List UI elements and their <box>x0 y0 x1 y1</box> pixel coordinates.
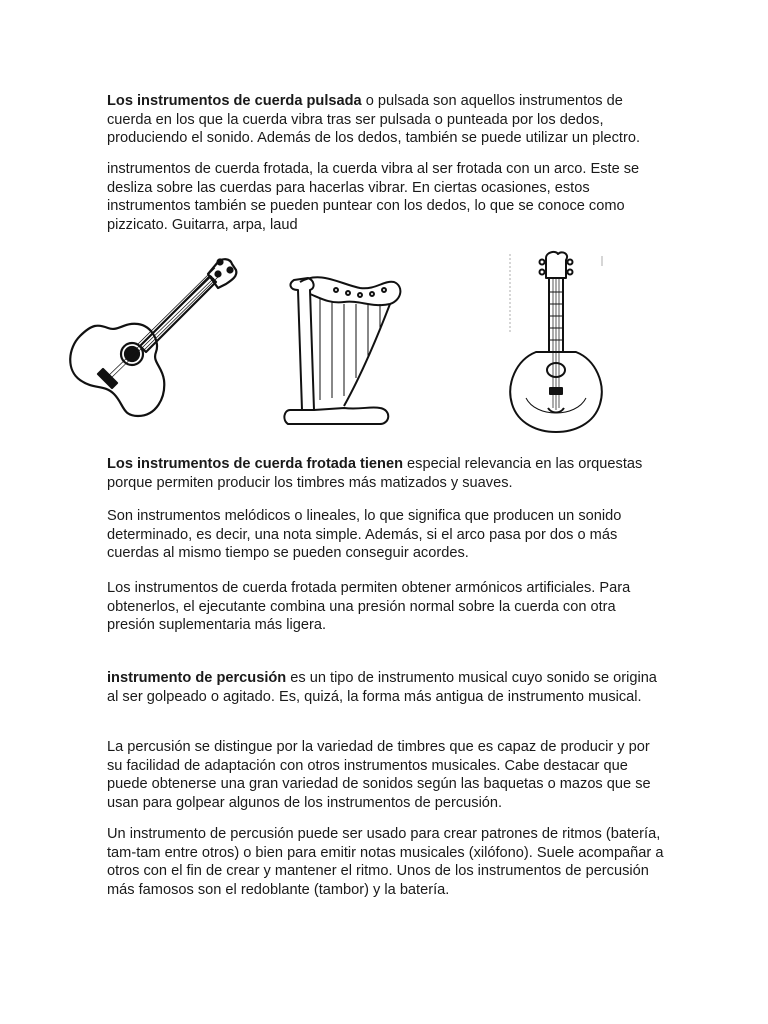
paragraph-bold-lead: Los instrumentos de cuerda pulsada <box>107 93 362 109</box>
guitar-icon <box>60 248 240 438</box>
paragraph-text: La percusión se distingue por la variedad de timbres que es capaz de producir y por su facilidad de adaptación con otros instrumentos musicales. Cabe destacar que puede obtenerse una gran variedad de sonidos según las baquetas o mazos que se usan para golpear algunos de los instrumentos de percusión. <box>107 739 651 811</box>
paragraph-bold-lead: Los instrumentos de cuerda frotada tienen <box>107 456 403 472</box>
paragraph-melodicos <box>107 507 667 563</box>
paragraph-text: Los instrumentos de cuerda frotada permiten obtener armónicos artificiales. Para obtenerlos, el ejecutante combina una presión normal sobre la cuerda con otra presión suplementaria más ligera. <box>107 580 631 634</box>
paragraph-armonicos <box>107 579 667 635</box>
paragraph-text: es un tipo de instrumento musical cuyo sonido se origina al ser golpeado o agitado. Es, quizá, la forma más antigua de instrumento musical. <box>107 670 657 705</box>
paragraph-text: instrumentos de cuerda frotada, la cuerda vibra al ser frotada con un arco. Este se desliza sobre las cuerdas para hacerlas vibrar. En ciertas ocasiones, estos instrumentos también se pueden puntear con los dedos, lo que se conoce como pizzicato. Guitarra, arpa, laud <box>107 161 640 233</box>
paragraph-percusion <box>107 669 667 706</box>
paragraph-cuerda-frotada-intro <box>107 160 667 234</box>
instrument-illustrations <box>60 248 640 438</box>
paragraph-cuerda-pulsada <box>107 92 667 148</box>
guitar-illustration <box>60 248 240 438</box>
mandolin-icon <box>496 248 616 438</box>
harp-icon <box>280 260 410 432</box>
paragraph-text: Son instrumentos melódicos o lineales, lo que significa que producen un sonido determinado, es decir, una nota simple. Además, si el arco pasa por dos o más cuerdas al mismo tiempo se pueden conseguir acordes. <box>107 508 622 562</box>
paragraph-bold-lead: instrumento de percusión <box>107 670 287 686</box>
harp-illustration <box>280 260 410 432</box>
paragraph-text: o pulsada son aquellos instrumentos de cuerda en los que la cuerda vibra tras ser pulsada o punteada por los dedos, produciendo el sonido. Además de los dedos, también se puede utilizar un plectro. <box>107 93 641 147</box>
paragraph-ritmos <box>107 825 667 899</box>
mandolin-illustration <box>496 248 616 438</box>
paragraph-text: Un instrumento de percusión puede ser usado para crear patrones de ritmos (batería, tam-tam entre otros) o bien para emitir notas musicales (xilófono). Suele acompañar a otros con el fin de crear y mantener el ritmo. Unos de los instrumentos de percusión más famosos son el redoblante (tambor) y la batería. <box>107 826 664 898</box>
paragraph-timbres <box>107 738 667 812</box>
paragraph-cuerda-frotada <box>107 455 667 492</box>
paragraph-text: especial relevancia en las orquestas porque permiten producir los timbres más matizados y suaves. <box>107 456 643 491</box>
